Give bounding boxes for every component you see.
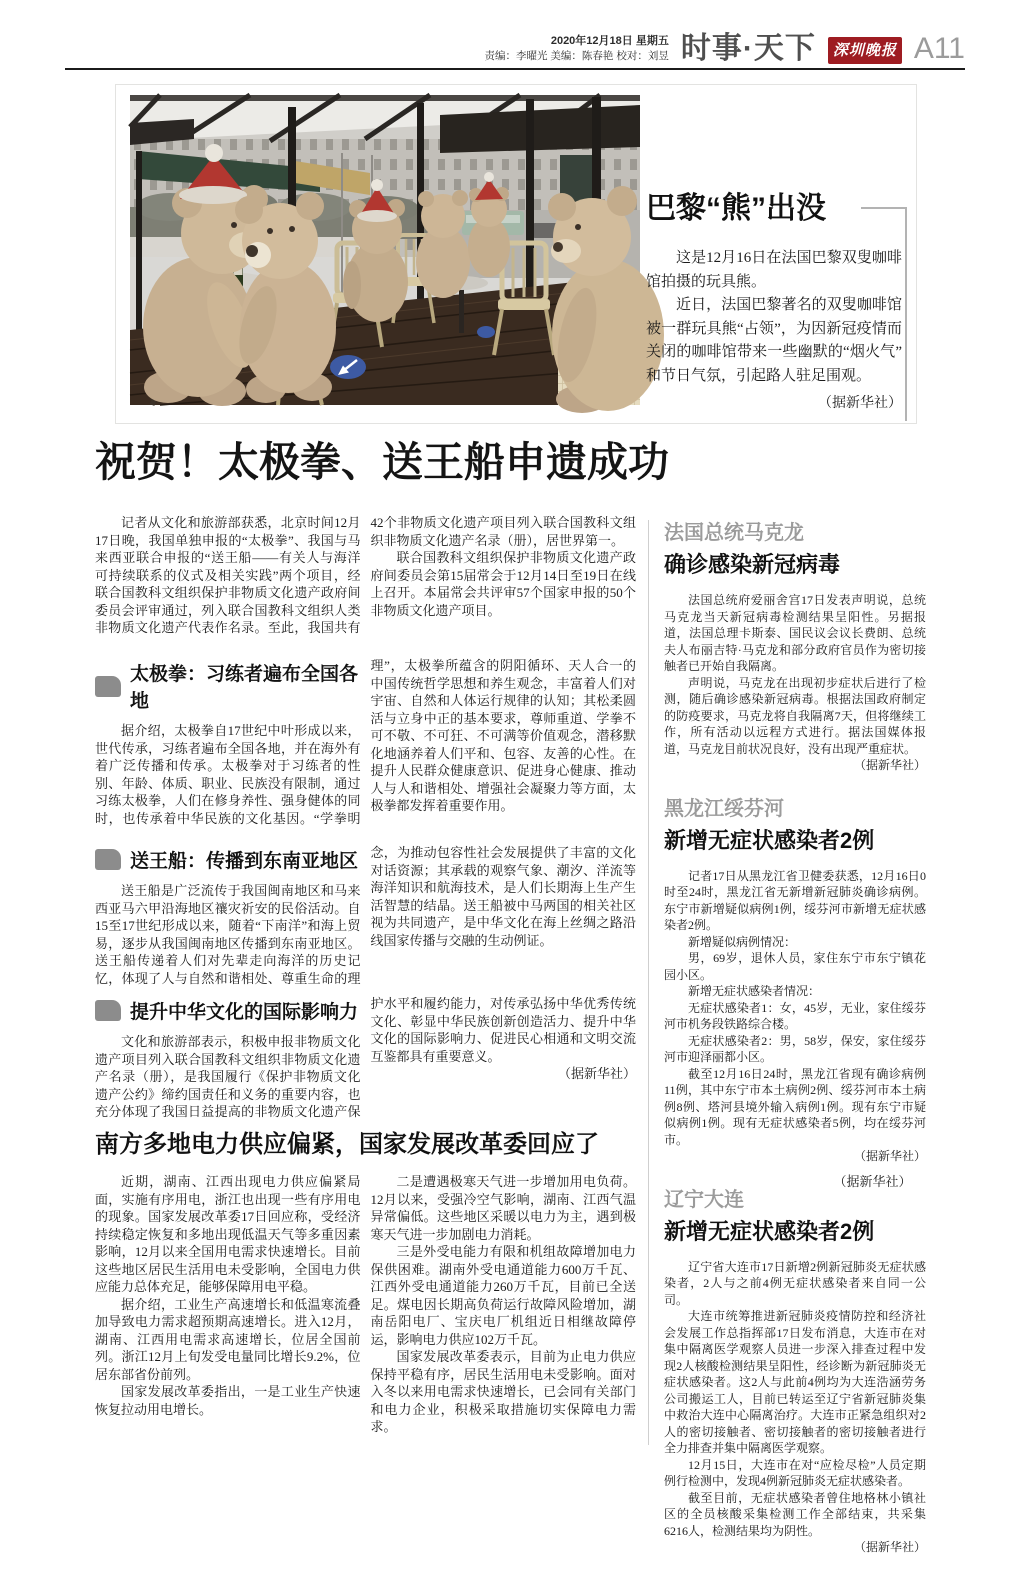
article-body bbox=[664, 592, 926, 757]
paragraph: 截至12月16日24时，黑龙江省现有确诊病例11例，其中东宁市本土病例2例、绥芬河市本土病例8例、塔河县境外输入病例1例。现有东宁市疑似病例1例。现有无症状感染者5例，均在绥芬河市。 bbox=[664, 1066, 926, 1147]
article-headline: 确诊感染新冠病毒 bbox=[664, 552, 841, 577]
paragraph: 新增疑似病例情况： bbox=[688, 934, 797, 949]
paragraph: 国家发展改革委表示，目前为止电力供应保持平稳有序，居民生活用电未受影响。面对入冬以来用电需求快速增长，已会同有关部门和电力企业，积极采取措施切实保障电力需求。 bbox=[370, 1349, 636, 1434]
editor-credits: 责编：李曜光 美编：陈春艳 校对：刘昱 bbox=[484, 50, 669, 63]
paragraph: 这是12月16日在法国巴黎双叟咖啡馆拍摄的玩具熊。 bbox=[646, 250, 902, 290]
section-taijiquan bbox=[95, 657, 636, 841]
paragraph: 无症状感染者2：男，58岁，保安，家住绥芬河市迎泽丽都小区。 bbox=[664, 1033, 926, 1064]
main-headline: 祝贺！太极拳、送王船申遗成功 bbox=[95, 439, 669, 485]
section-subhead-label: 送王船：传播到东南亚地区 bbox=[130, 851, 359, 872]
issue-date: 2020年12月18日 星期五 bbox=[550, 34, 669, 47]
source-credit: （据新华社） bbox=[818, 396, 902, 411]
article-kicker: 法国总统马克龙 bbox=[664, 522, 804, 544]
paragraph: 联合国教科文组织保护非物质文化遗产政府间委员会第15届常会于12月14日至19日在线上召开。本届常会共评审57个国家申报的50个非物质文化遗产项目。 bbox=[370, 550, 636, 618]
section-subhead-label: 提升中华文化的国际影响力 bbox=[130, 1002, 359, 1023]
photo-story bbox=[646, 183, 902, 412]
section-wangchuan bbox=[95, 844, 636, 992]
paris-cafe-teddy-bears-photo bbox=[130, 95, 640, 405]
paragraph: 文化和旅游部表示，积极申报非物质文化遗产项目列入联合国教科文组织非物质文化遗产名录（册），是我国履行《保护非物质文化遗产公约》缔约国责任和义务的重要内容，也充分体现了我国日益提高的非物质文化遗产保护水平和履约能力，对传承弘扬中华优秀传统文化、彰显中华民族创新创造活力、提升中华文化的国际影响力、促进民心相通和文明交流互鉴都具有重要意义。 bbox=[95, 996, 636, 1119]
article-headline: 新增无症状感染者2例 bbox=[664, 827, 875, 853]
photo-feature bbox=[115, 84, 917, 424]
section-subhead bbox=[95, 997, 361, 1024]
paragraph: 记者17日从黑龙江省卫健委获悉，12月16日0时至24时，黑龙江省无新增新冠肺炎确诊病例。东宁市新增疑似病例1例，绥芬河市新增无症状感染者2例。 bbox=[664, 868, 926, 932]
paragraph: 记者从文化和旅游部获悉，北京时间12月17日晚，我国单独申报的“太极拳”、我国与马来西亚联合申报的“送王船——有关人与海洋可持续联系的仪式及相关实践”两个项目，经联合国教科文组织保护非物质文化遗产政府间委员会评审通过，列入联合国教科文组织人类非物质文化遗产代表作名录。至此，我国共有42个非物质文化遗产项目列入联合国教科文组织非物质文化遗产名录（册），居世界第一。 bbox=[95, 515, 636, 635]
section-bullet-icon bbox=[95, 1000, 121, 1021]
source-credit: （据新华社） bbox=[853, 1149, 926, 1163]
source-credit: （据新华社） bbox=[853, 1540, 926, 1554]
article-body bbox=[664, 1259, 926, 1540]
masthead-meta bbox=[484, 34, 668, 64]
teddy-bear bbox=[416, 190, 470, 298]
paragraph: 新增无症状感染者情况： bbox=[688, 984, 821, 998]
sidebar bbox=[664, 522, 926, 1580]
article-kicker: 辽宁大连 bbox=[664, 1188, 744, 1211]
power-headline: 南方多地电力供应偏紧，国家发展改革委回应了 bbox=[95, 1131, 599, 1158]
source-credit: （据新华社） bbox=[557, 1066, 636, 1081]
paragraph: 大连市统筹推进新冠肺炎疫情防控和经济社会发展工作总指挥部17日发布消息，大连市在对集中隔离医学观察人员进一步深入排查过程中发现2人核酸检测结果呈阳性，经诊断为新冠肺炎无症状感染者。这2人与此前4例均为大连浩涵劳务公司搬运工人，目前已转运至辽宁省新冠肺炎集中救治大连中心隔离治疗。大连市正紧急组织对2人的密切接触者、密切接触者的密切接触者进行全力排查并集中隔离医学观察。 bbox=[664, 1309, 926, 1455]
paragraph: 无症状感染者1：女，45岁，无业，家住绥芬河市机务段铁路综合楼。 bbox=[664, 1000, 926, 1031]
section-influence bbox=[95, 995, 636, 1129]
sidebar-article-suifenhe bbox=[664, 798, 926, 1165]
sidebar-article-macron bbox=[664, 522, 926, 774]
newspaper-logo: 深圳晚报 bbox=[828, 37, 902, 64]
section-title: 时事·天下 bbox=[680, 32, 816, 65]
paragraph: 据介绍，太极拳自17世纪中叶形成以来，世代传承，习练者遍布全国各地，并在海外有着广泛传播和传承。太极拳对于习练者的性别、年龄、体质、职业、民族没有限制，通过习练太极拳，人们在修身养性、强身健体的同时，也传承着中华民族的文化基因。“学拳明理”，太极拳所蕴含的阴阳循环、天人合一的中国传统哲学思想和养生观念，丰富着人们对宇宙、自然和人体运行规律的认知；其松柔圆活与立身中正的基本要求，尊师重道、学拳不可不敬、不可狂、不可满等价值观念，潜移默化地涵养着人们平和、包容、友善的心性。在提升人民群众健康意识、促进身心健康、推动人与人和谐相处、增强社会凝聚力等方面，太极拳都发挥着重要作用。 bbox=[95, 658, 636, 826]
main-story-intro bbox=[95, 514, 636, 654]
paragraph: 据介绍，工业生产高速增长和低温寒流叠加导致电力需求超预期高速增长。进入12月，湖南、江西用电需求高速增长，位居全国前列。浙江12月上旬发受电量同比增长9.2%，位居东部省份前列。 bbox=[95, 1296, 361, 1382]
paragraph: 国家发展改革委指出，一是工业生产快速恢复拉动用电增长。 bbox=[95, 1384, 361, 1417]
floor-sticker bbox=[477, 326, 495, 338]
article-headline: 新增无症状感染者2例 bbox=[664, 1218, 875, 1244]
paragraph: 截至目前，无症状感染者曾住地格林小镇社区的全员核酸采集检测工作全部结束，共采集6216人，检测结果均为阴性。 bbox=[664, 1490, 926, 1538]
paragraph: 三是外受电能力有限和机组故障增加电力保供困难。湖南外受电通道能力600万千瓦、江西外受电通道能力260万千瓦，目前已全送足。煤电因长期高负荷运行故障风险增加，湖南岳阳电厂、宝庆电厂机组近日相继故障停运，影响电力供应102万千瓦。 bbox=[370, 1244, 636, 1347]
section-subhead bbox=[95, 846, 361, 873]
paragraph: 声明说，马克龙在出现初步症状后进行了检测，随后确诊感染新冠病毒。根据法国政府制定的防疫要求，马克龙将自我隔离7天，但将继续工作，所有活动以远程方式进行。据法国媒体报道，马克龙目前状况良好，没有出现严重症状。 bbox=[664, 675, 926, 756]
paragraph: 送王船是广泛流传于我国闽南地区和马来西亚马六甲沿海地区禳灾祈安的民俗活动。自15至17世纪形成以来，随着“下南洋”和海上贸易，逐步从我国闽南地区传播到东南亚地区。送王船传递着人们对先辈走向海洋的历史记忆，体现了人与自然和谐相处、尊重生命的理念，为推动包容性社会发展提供了丰富的文化对话资源；其承载的观察气象、潮汐、洋流等海洋知识和航海技术，是人们长期海上生产生活智慧的结晶。送王船被中马两国的相关社区视为共同遗产，是中华文化在海上丝绸之路沿线国家传播与交融的生动例证。 bbox=[95, 845, 636, 986]
section-subhead bbox=[95, 659, 361, 713]
paragraph: 二是遭遇极寒天气进一步增加用电负荷。12月以来，受强冷空气影响，湖南、江西气温异常偏低。这些地区采暖以电力为主，遇到极寒天气进一步加剧电力消耗。 bbox=[370, 1174, 636, 1242]
article-body bbox=[664, 868, 926, 1149]
source-credit: （据新华社） bbox=[833, 1174, 912, 1189]
power-paragraphs bbox=[95, 1173, 636, 1447]
section-bullet-icon bbox=[95, 676, 121, 697]
article-kicker: 黑龙江绥芬河 bbox=[664, 797, 784, 820]
paragraph: 近期，湖南、江西出现电力供应偏紧局面，实施有序用电，浙江也出现一些有序用电的现象。国家发展改革委17日回应称，受经济持续稳定恢复和多地出现低温天气等多重因素影响，12月以来全国用电需求快速增长。目前这些地区居民生活用电未受影响，全国电力供应能力总体充足，能够保障用电平稳。 bbox=[95, 1174, 361, 1294]
section-bullet-icon bbox=[95, 849, 121, 870]
paragraph: 男，69岁，退休人员，家住东宁市东宁镇花园小区。 bbox=[664, 951, 926, 982]
sidebar-article-dalian bbox=[664, 1189, 926, 1556]
paragraph: 12月15日，大连市在对“应检尽检”人员定期例行检测中，发现4例新冠肺炎无症状感染者。 bbox=[664, 1457, 926, 1488]
paragraph: 法国总统府爱丽舍宫17日发表声明说，总统马克龙当天新冠病毒检测结果呈阳性。另据报道，法国总理卡斯泰、国民议会议长费朗、总统夫人布丽吉特·马克龙和部分政府官员作为密切接触者已开始自我隔离。 bbox=[664, 593, 926, 673]
column-divider bbox=[648, 520, 649, 1445]
masthead bbox=[65, 26, 965, 70]
page-number: A11 bbox=[913, 32, 965, 65]
paragraph: 近日，法国巴黎著名的双叟咖啡馆被一群玩具熊“占领”，为因新冠疫情而关闭的咖啡馆带来一些幽默的“烟火气”和节日气氛，引起路人驻足围观。 bbox=[646, 297, 902, 384]
photo-story-title: 巴黎“熊”出没 bbox=[646, 192, 826, 225]
paragraph: 辽宁省大连市17日新增2例新冠肺炎无症状感染者，2人与之前4例无症状感染者来自同一公司。 bbox=[664, 1259, 926, 1307]
photo-story-body bbox=[646, 247, 902, 388]
main-story bbox=[95, 514, 636, 1132]
section-subhead-label: 太极拳：习练者遍布全国各地 bbox=[130, 664, 359, 712]
source-credit: （据新华社） bbox=[853, 758, 926, 772]
